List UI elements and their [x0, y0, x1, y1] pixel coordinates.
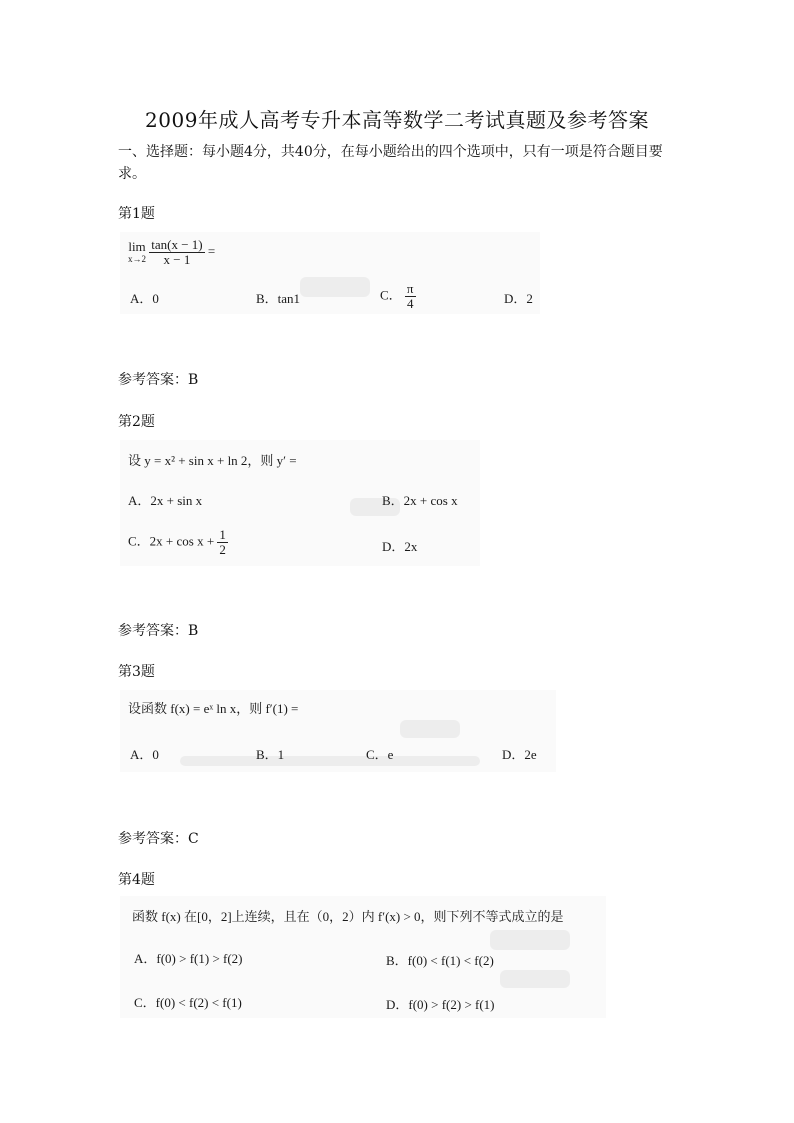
question-2-option-c: C．2x + cos x + $\frac{1}{2}$ [128, 527, 226, 557]
question-2-label: 第2题 [118, 414, 155, 430]
question-4-option-c: C．f(0) < f(2) < f(1) [134, 995, 242, 1010]
page-title: 2009年成人高考专升本高等数学二考试真题及参考答案 [145, 108, 649, 132]
question-4-option-a: A．f(0) > f(1) > f(2) [134, 951, 243, 966]
question-3-option-d: D．2e [502, 747, 537, 762]
question-3-image [120, 690, 556, 772]
section-instructions: 一、选择题：每小题4分，共40分，在每小题给出的四个选项中，只有一项是符合题目要求。 [118, 144, 663, 182]
question-4-label: 第4题 [118, 872, 155, 888]
question-3-stem: 设函数 f(x) = eˣ ln x，则 f′(1) = [128, 701, 299, 716]
question-1-image [120, 232, 540, 314]
question-1-option-c: C． $\frac{\pi}{4}$ [380, 281, 414, 311]
question-1-option-d: D．2 [504, 291, 533, 306]
question-2-option-d: D．2x [382, 539, 418, 554]
question-1-label: 第1题 [118, 206, 155, 222]
question-4-option-d: D．f(0) > f(2) > f(1) [386, 997, 495, 1012]
question-1-option-b: B．tan1 [256, 291, 301, 306]
question-1-option-a: A．0 [130, 291, 159, 306]
question-2-answer: 参考答案：B [118, 623, 199, 639]
question-3-option-a: A．0 [130, 747, 159, 762]
question-2-option-b: B．2x + cos x [382, 493, 458, 508]
question-4-stem: 函数 f(x) 在[0，2]上连续，且在（0，2）内 f′(x) > 0，则下列不等式成立的是 [132, 909, 564, 924]
question-2-option-a: A．2x + sin x [128, 493, 203, 508]
question-3-option-b: B．1 [256, 747, 285, 762]
question-2-image [120, 440, 480, 566]
question-2-stem: 设 y = x² + sin x + ln 2，则 y′ = [128, 453, 297, 468]
question-3-option-c: C．e [366, 747, 394, 762]
question-1-answer: 参考答案：B [118, 372, 199, 388]
question-4-image [120, 896, 606, 1018]
question-3-answer: 参考答案：C [118, 831, 199, 847]
question-1-stem: lim x→2 $\frac{\tan(x - 1)}{x - 1}$ = [128, 237, 216, 267]
question-4-option-b: B．f(0) < f(1) < f(2) [386, 953, 494, 968]
question-3-label: 第3题 [118, 664, 155, 680]
